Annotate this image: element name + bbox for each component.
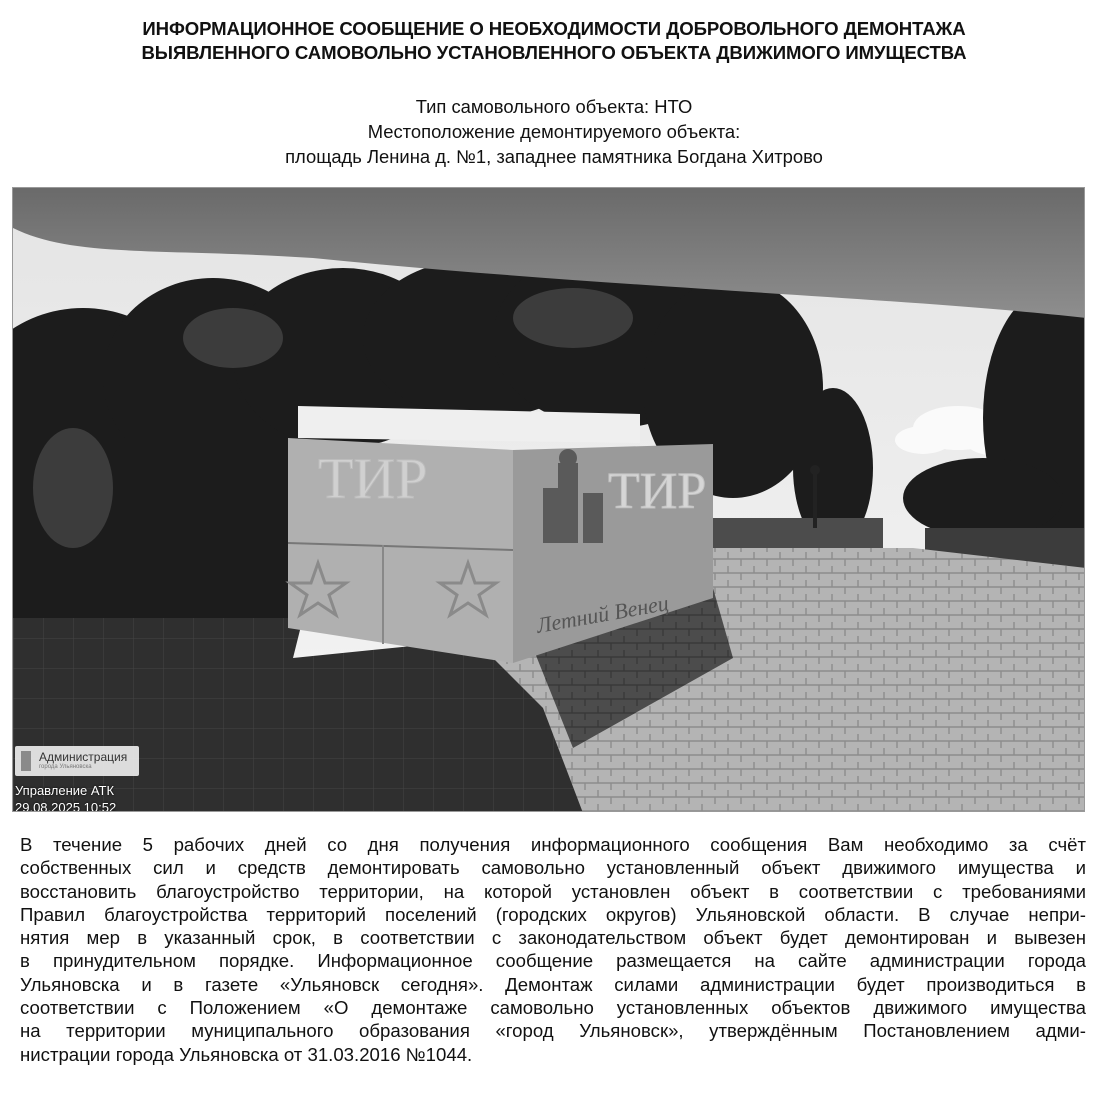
title-line-1: ИНФОРМАЦИОННОЕ СООБЩЕНИЕ О НЕОБХОДИМОСТИ ДОБРОВОЛЬНОГО ДЕМОНТАЖА	[142, 18, 966, 39]
location-label: Местоположение демонтируемого объекта:	[367, 121, 741, 142]
photo-stamp-org: Управление АТК	[15, 783, 115, 798]
object-type: Тип самовольного объекта: НТО	[415, 96, 693, 117]
title-line-2: ВЫЯВЛЕННОГО САМОВОЛЬНО УСТАНОВЛЕННОГО ОБЪЕКТА ДВИЖИМОГО ИМУЩЕСТВА	[141, 42, 967, 63]
body-line: нятия мер в указанный срок, в соответствии с законодательством объект будет демонтирован и вывезен	[20, 927, 1086, 949]
watermark-sub: города Ульяновска	[39, 764, 92, 770]
admin-logo-icon	[21, 751, 31, 771]
body-line: на территории муниципального образования «город Ульяновск», утверждённым Постановлением адми-	[20, 1020, 1086, 1042]
body-line: в принудительном порядке. Информационное сообщение размещается на сайте администрации города	[20, 950, 1086, 972]
body-line: собственных сил и средств демонтировать самовольно установленный объект движимого имущества и	[20, 857, 1086, 879]
photo-stamp-date: 29.08.2025 10:52	[15, 800, 117, 812]
notice-title	[20, 17, 1088, 65]
notice-body	[20, 833, 1086, 1066]
photo-scene	[13, 188, 1085, 812]
body-line: соответствии с Положением «О демонтаже самовольно установленных объектов движимого имущества	[20, 997, 1086, 1019]
kiosk-sign-side: ТИР	[608, 463, 707, 520]
body-line: нистрации города Ульяновска от 31.03.2016 №1044.	[20, 1043, 473, 1065]
admin-watermark	[15, 746, 139, 776]
kiosk-sign-front: ТИР	[318, 446, 428, 511]
body-line: В течение 5 рабочих дней со дня получения информационного сообщения Вам необходимо за счёт	[20, 834, 1086, 855]
body-line: восстановить благоустройство территории, на которой установлен объект в соответствии с требованиями	[20, 880, 1086, 902]
body-line: Ульяновска и в газете «Ульяновск сегодня». Демонтаж силами администрации будет производиться в	[20, 973, 1086, 995]
watermark-org: Администрация	[39, 750, 128, 764]
object-info	[20, 94, 1088, 169]
location-value: площадь Ленина д. №1, западнее памятника Богдана Хитрово	[285, 146, 823, 167]
kiosk-banner-text: Летний Венец	[534, 590, 671, 638]
body-line: Правил благоустройства территорий поселений (городских округов) Ульяновской области. В случае непри-	[20, 903, 1086, 925]
kiosk-photo	[12, 187, 1085, 812]
